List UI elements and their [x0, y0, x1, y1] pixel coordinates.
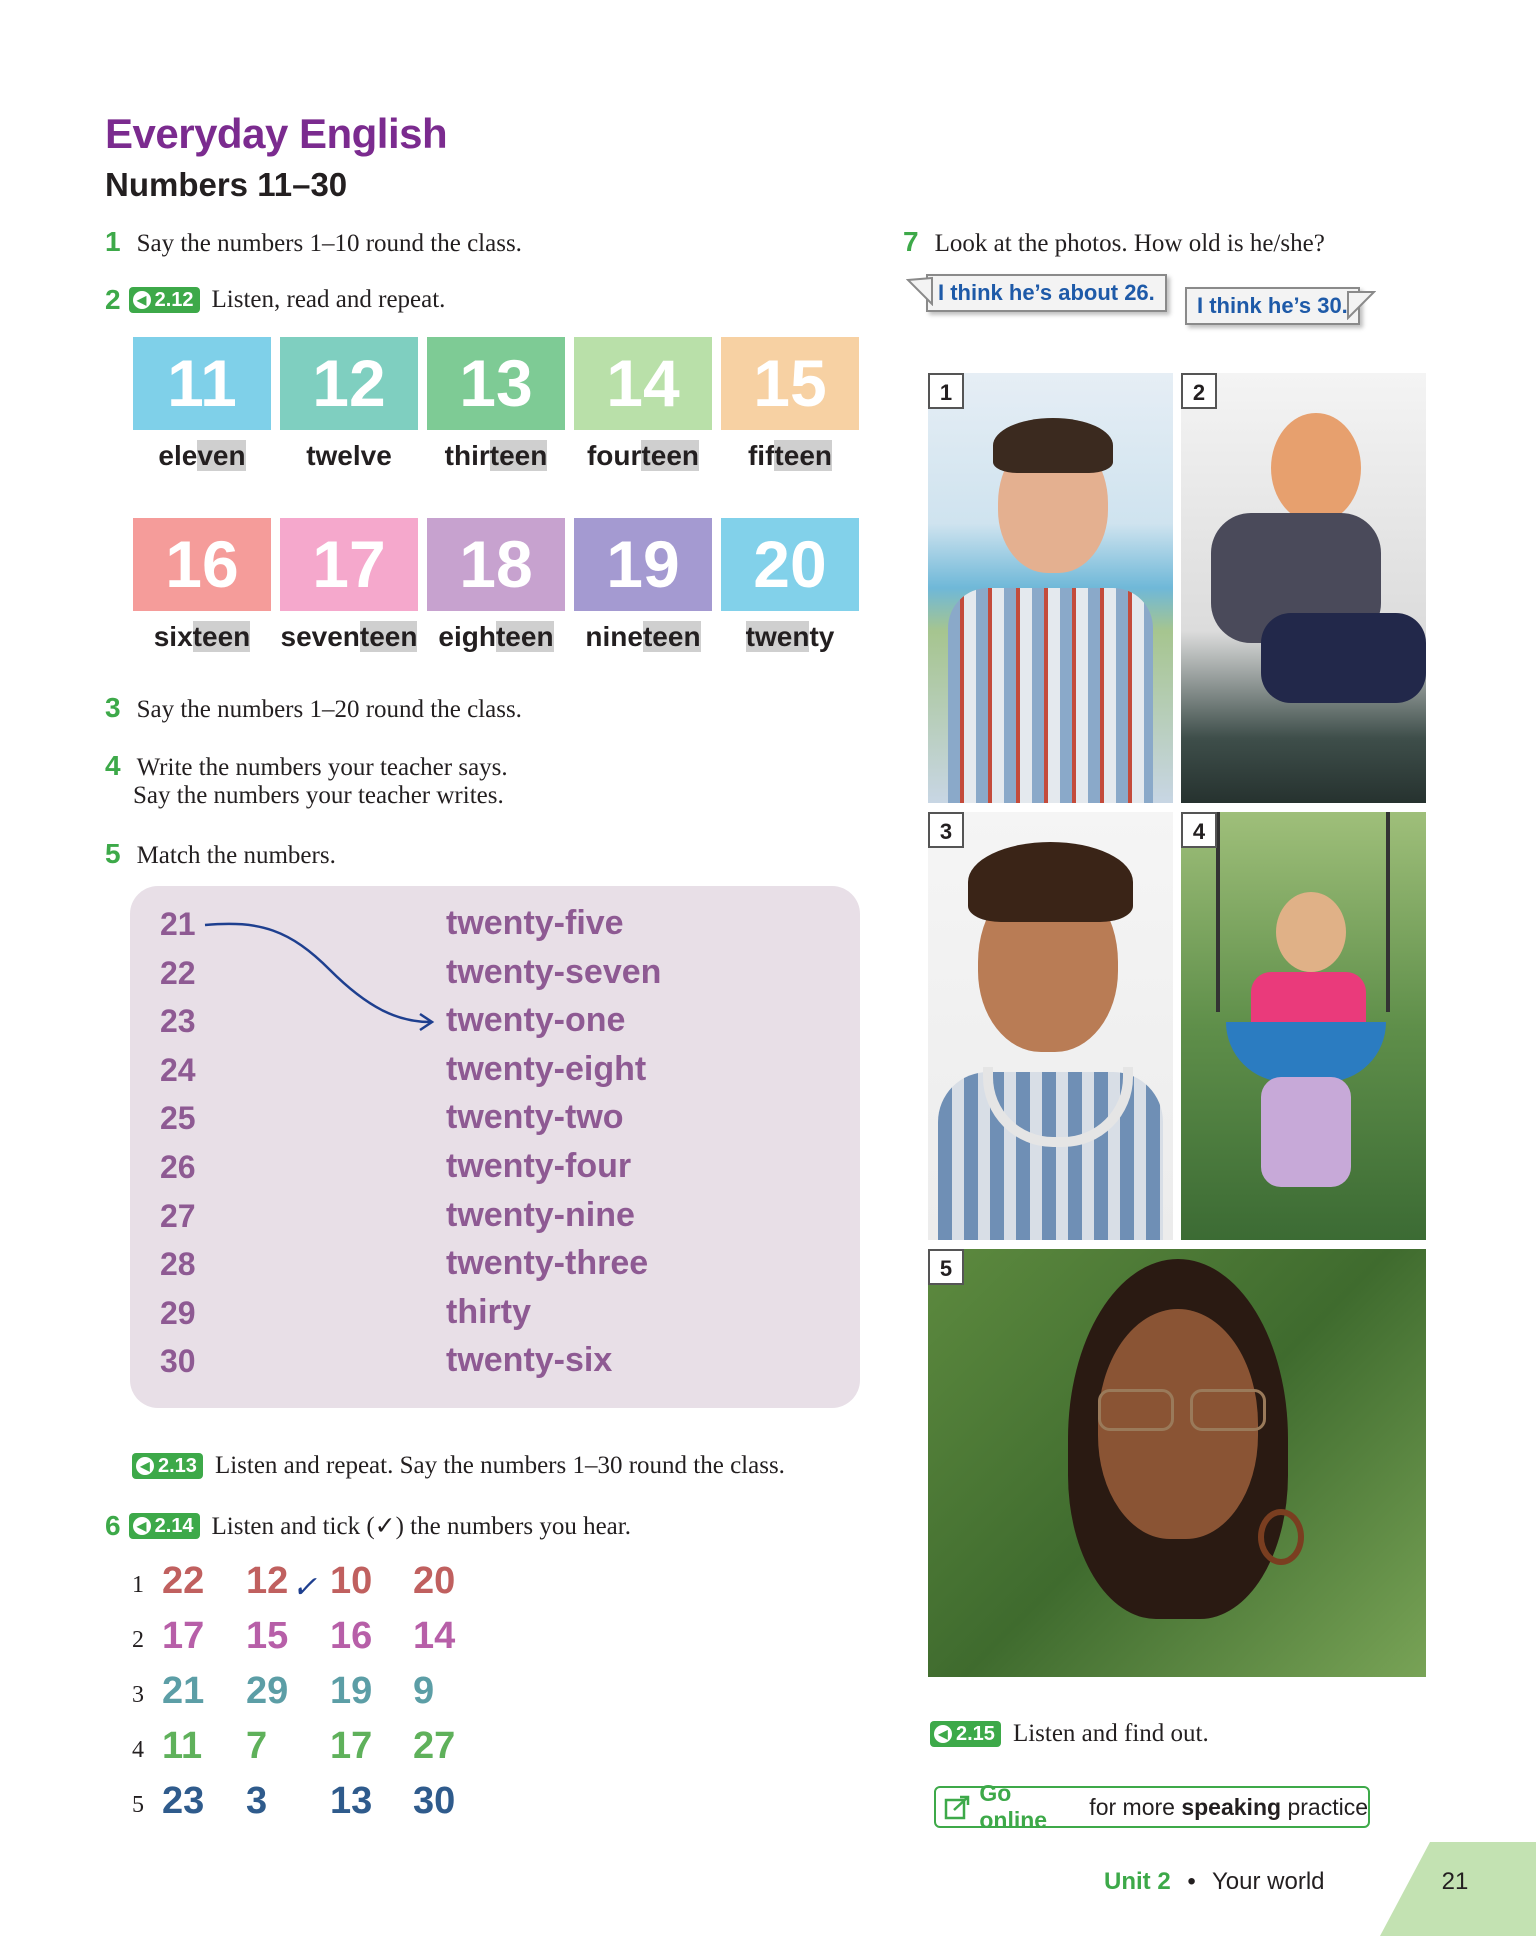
go-online-link[interactable]	[934, 1780, 1370, 1833]
online-text: for more	[1082, 1793, 1182, 1820]
photo-label: 5	[928, 1249, 964, 1285]
word-part: twelve	[306, 440, 392, 471]
exercise-2-13	[132, 1452, 785, 1480]
exercise-text: Look at the photos. How old is he/she?	[934, 230, 1325, 257]
tick-row-index: 5	[132, 1792, 144, 1818]
online-bold-text: speaking	[1181, 1793, 1282, 1820]
exercise-4	[105, 750, 508, 782]
match-number: 30	[160, 1343, 196, 1380]
shirt-shape	[948, 588, 1153, 803]
tick-number[interactable]: 29	[246, 1670, 289, 1712]
online-link-text: Go online	[979, 1780, 1048, 1833]
exercise-text: Listen, read and repeat.	[211, 286, 446, 313]
number-tile: 16	[133, 518, 271, 611]
number-tile: 15	[721, 337, 859, 430]
tick-number[interactable]: 21	[162, 1670, 205, 1712]
match-number: 25	[160, 1100, 196, 1137]
tick-number[interactable]: 15	[246, 1615, 289, 1657]
number-tile: 14	[574, 337, 712, 430]
tick-number[interactable]: 13	[330, 1780, 373, 1822]
number-tile: 19	[574, 518, 712, 611]
number-word	[128, 440, 276, 472]
number-tile: 20	[721, 518, 859, 611]
match-word: twenty-three	[446, 1244, 649, 1283]
tick-row-index: 2	[132, 1627, 144, 1653]
speaker-icon: ◀	[133, 1517, 151, 1535]
face-shape	[1276, 892, 1346, 972]
page-subtitle: Numbers 11–30	[105, 166, 348, 203]
audio-track-button[interactable]: ◀ 2.12	[129, 287, 200, 313]
exercise-number: 4	[105, 750, 121, 781]
external-link-icon	[944, 1794, 971, 1820]
match-number: 26	[160, 1149, 196, 1185]
match-word: twenty-four	[446, 1147, 632, 1185]
footer-unit	[1104, 1868, 1325, 1896]
match-number: 27	[160, 1197, 196, 1234]
speaker-icon: ◀	[934, 1725, 952, 1743]
match-number: 23	[160, 1003, 196, 1040]
glasses-icon	[1190, 1389, 1266, 1431]
exercise-text: Listen and find out.	[1012, 1720, 1209, 1747]
word-stress-highlight: teen	[641, 440, 699, 471]
word-stress-highlight: teen	[489, 440, 548, 471]
word-stress-highlight: teen	[642, 621, 701, 652]
match-word: twenty-six	[446, 1341, 613, 1380]
photo-girl-phone	[1181, 373, 1426, 803]
bubble-tail-icon	[906, 276, 934, 306]
exercise-text: Listen and repeat. Say the numbers 1–30 round the class.	[214, 1452, 785, 1479]
exercise-7	[903, 226, 1325, 258]
exercise-number: 2	[105, 284, 121, 315]
online-text-end: practice	[1281, 1793, 1368, 1820]
exercise-number: 6	[105, 1510, 121, 1541]
word-part: seven	[280, 621, 360, 652]
word-part: fif	[747, 440, 775, 471]
tick-mark: ✓	[292, 1571, 318, 1604]
word-stress-highlight: teen	[359, 621, 418, 652]
speech-bubble-1: I think he’s about 26.	[926, 274, 1167, 312]
earring-icon	[1258, 1509, 1304, 1565]
photo-baby-swing	[1181, 812, 1426, 1240]
word-stress-highlight: teen	[192, 621, 251, 652]
hair-shape	[993, 418, 1113, 473]
number-tile: 12	[280, 337, 418, 430]
tick-number[interactable]: 16	[330, 1615, 373, 1657]
speaker-icon: ◀	[133, 291, 151, 309]
tick-number[interactable]: 27	[413, 1725, 456, 1767]
exercise-number: 7	[903, 226, 919, 257]
word-part: eigh	[438, 621, 496, 652]
match-number: 24	[160, 1051, 196, 1088]
exercise-text: Say the numbers 1–10 round the class.	[136, 230, 522, 257]
tick-number[interactable]: 9	[413, 1670, 435, 1712]
tick-number[interactable]: 20	[413, 1560, 456, 1602]
match-number: 21	[160, 906, 196, 942]
exercise-5	[105, 838, 336, 870]
photo-label: 1	[928, 373, 964, 409]
number-word	[422, 440, 570, 472]
bubble-tail-icon	[1346, 290, 1376, 320]
number-tile: 13	[427, 337, 565, 430]
exercise-text: Listen and tick (✓) the numbers you hear.	[211, 1513, 631, 1540]
trousers-shape	[1261, 1077, 1351, 1187]
word-part: ele	[158, 440, 198, 471]
tick-number[interactable]: 12	[246, 1560, 289, 1602]
exercise-2-15	[930, 1720, 1209, 1748]
jeans-shape	[1261, 613, 1426, 703]
tick-row-index: 4	[132, 1737, 144, 1763]
photo-label: 2	[1181, 373, 1217, 409]
tick-number[interactable]: 10	[330, 1560, 373, 1602]
match-word: twenty-one	[446, 1001, 626, 1040]
number-tile: 11	[133, 337, 271, 430]
swing-chain	[1386, 812, 1390, 1012]
tick-number[interactable]: 7	[246, 1725, 268, 1767]
swing-seat	[1226, 1022, 1386, 1082]
speech-bubble-2: I think he’s 30.	[1185, 287, 1360, 325]
tick-number[interactable]: 22	[162, 1560, 205, 1602]
footer-bullet: •	[1187, 1868, 1196, 1895]
match-number: 28	[160, 1246, 196, 1283]
photo-teen-boy	[928, 812, 1173, 1240]
tick-number[interactable]: 14	[413, 1615, 456, 1657]
tick-number[interactable]: 17	[162, 1615, 205, 1657]
exercise-1	[105, 226, 522, 258]
number-word	[275, 621, 423, 653]
number-word	[569, 621, 717, 653]
unit-label: Unit 2	[1104, 1868, 1171, 1895]
word-part: nine	[585, 621, 643, 652]
exercise-number: 5	[105, 838, 121, 869]
tick-number[interactable]: 23	[162, 1780, 205, 1822]
tick-row-index: 3	[132, 1682, 144, 1708]
word-part: six	[153, 621, 193, 652]
page-number: 21	[1441, 1868, 1469, 1895]
photo-young-man	[928, 373, 1173, 803]
tick-number[interactable]: 30	[413, 1780, 456, 1822]
match-word: twenty-seven	[446, 952, 662, 991]
word-stress-highlight: teen	[495, 621, 554, 652]
tick-number[interactable]: 11	[162, 1725, 203, 1767]
match-word: twenty-five	[446, 904, 624, 942]
tick-number[interactable]: 19	[330, 1670, 373, 1712]
word-part: thir	[444, 440, 490, 471]
exercise-2	[105, 284, 445, 316]
number-word	[275, 440, 423, 472]
word-stress-highlight: teen	[774, 440, 832, 471]
word-stress-highlight: ven	[197, 440, 246, 471]
photo-label: 4	[1181, 812, 1217, 848]
tick-row-index: 1	[132, 1572, 144, 1598]
tick-number[interactable]: 3	[246, 1780, 268, 1822]
audio-track-button[interactable]: ◀ 2.13	[132, 1453, 203, 1479]
match-example-arrow	[200, 900, 440, 1040]
exercise-text-line-2: Say the numbers your teacher writes.	[133, 782, 504, 809]
exercise-number: 3	[105, 692, 121, 723]
number-tile: 17	[280, 518, 418, 611]
word-part: four	[586, 440, 642, 471]
exercise-text: Match the numbers.	[136, 842, 336, 869]
number-word	[716, 621, 864, 653]
number-word	[128, 621, 276, 653]
word-part: ty	[809, 621, 835, 652]
photo-label: 3	[928, 812, 964, 848]
speaker-icon: ◀	[136, 1457, 154, 1475]
match-word: twenty-nine	[446, 1195, 635, 1234]
exercise-number: 1	[105, 226, 121, 257]
glasses-icon	[1098, 1389, 1174, 1431]
match-word: twenty-two	[446, 1098, 624, 1137]
page-title: Everyday English	[105, 110, 448, 157]
audio-track-button[interactable]: ◀ 2.14	[129, 1513, 200, 1539]
exercise-text: Say the numbers 1–20 round the class.	[136, 696, 522, 723]
hair-shape	[968, 842, 1133, 922]
match-word: thirty	[446, 1292, 531, 1331]
number-tile: 18	[427, 518, 565, 611]
number-word	[422, 621, 570, 653]
exercise-text-line-1: Write the numbers your teacher says.	[136, 754, 508, 781]
word-stress-highlight: twen	[745, 621, 810, 652]
number-word	[716, 440, 864, 472]
audio-track-button[interactable]: ◀ 2.15	[930, 1721, 1001, 1747]
photo-woman	[928, 1249, 1426, 1677]
section-label: Your world	[1211, 1868, 1325, 1895]
match-number: 22	[160, 954, 196, 991]
match-word: twenty-eight	[446, 1049, 647, 1088]
tick-number[interactable]: 17	[330, 1725, 373, 1767]
exercise-6	[105, 1510, 631, 1542]
number-word	[569, 440, 717, 472]
match-number: 29	[160, 1294, 196, 1331]
exercise-3	[105, 692, 522, 724]
hair-shape	[1271, 413, 1361, 523]
